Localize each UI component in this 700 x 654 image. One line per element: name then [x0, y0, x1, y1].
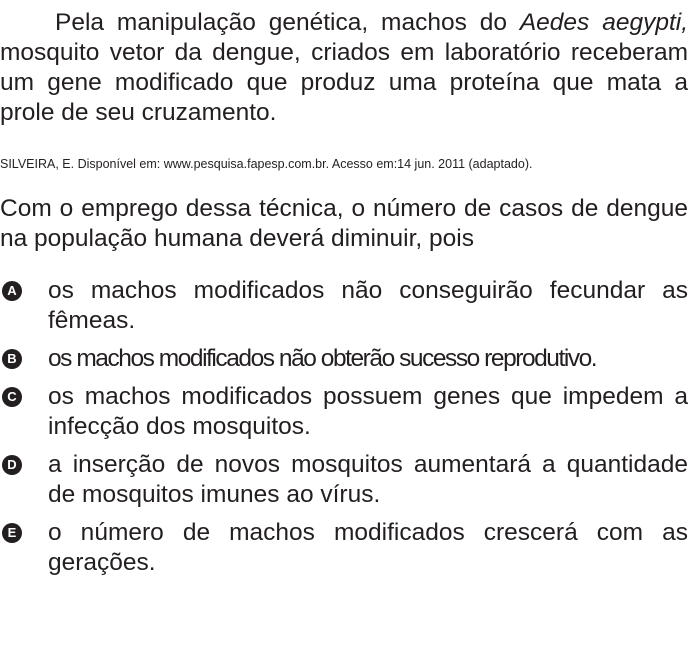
option-b[interactable]: [0, 344, 688, 374]
option-d-badge-icon: D: [2, 455, 22, 475]
intro-text-end: mosquito vetor da dengue, criados em laboratório receberam um gene modificado que produz uma proteína que mata a prole de seu cruzamento.: [0, 39, 688, 126]
option-e-text: o número de machos modificados crescerá com as gerações.: [48, 519, 688, 576]
species-name: Aedes aegypti,: [519, 9, 689, 36]
option-b-text: os machos modificados não obterão sucesso reprodutivo.: [48, 345, 597, 372]
option-d-text: a inserção de novos mosquitos aumentará a quantidade de mosquitos imunes ao vírus.: [48, 451, 688, 508]
answer-options: [0, 276, 688, 578]
option-a-badge-icon: A: [2, 281, 22, 301]
option-a[interactable]: [0, 276, 688, 336]
option-c[interactable]: [0, 382, 688, 442]
option-e-badge-icon: E: [2, 523, 22, 543]
option-b-badge-icon: B: [2, 349, 22, 369]
question-stem: Com o emprego dessa técnica, o número de casos de dengue na população humana deverá diminuir, pois: [0, 195, 688, 252]
source-citation: SILVEIRA, E. Disponível em: www.pesquisa.fapesp.com.br. Acesso em:14 jun. 2011 (adaptado).: [0, 157, 533, 171]
intro-text-start: Pela manipulação genética, machos do: [55, 9, 520, 36]
option-c-badge-icon: C: [2, 387, 22, 407]
option-a-text: os machos modificados não conseguirão fecundar as fêmeas.: [48, 277, 688, 334]
intro-paragraph: [0, 8, 688, 128]
option-e[interactable]: [0, 518, 688, 578]
option-d[interactable]: [0, 450, 688, 510]
option-c-text: os machos modificados possuem genes que impedem a infecção dos mosquitos.: [48, 383, 688, 440]
